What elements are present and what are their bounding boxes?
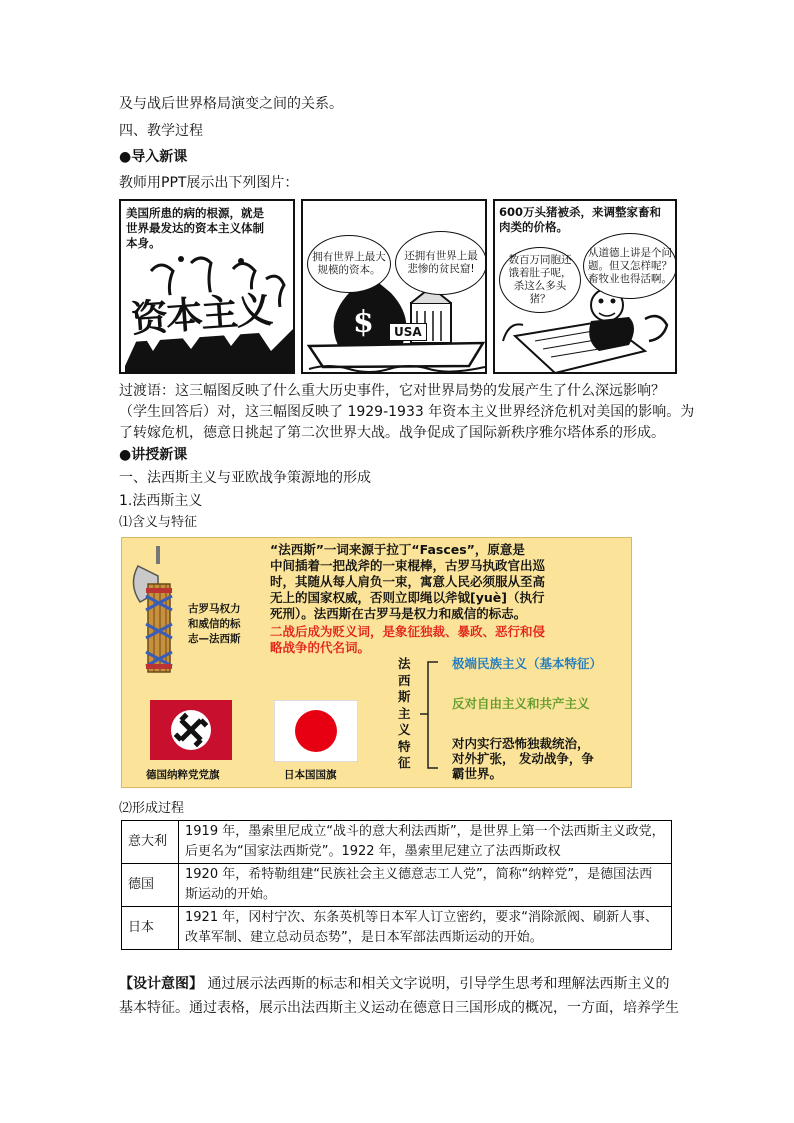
fasces-icon	[126, 544, 196, 674]
cartoon-caption: 600万头猪被杀，来调整家畜和	[499, 205, 662, 219]
vertical-char: 特	[398, 738, 411, 754]
vertical-char: 斯	[398, 689, 411, 704]
vertical-char: 西	[398, 672, 411, 688]
cartoon-caption: 美国所患的病的根源，就是	[126, 206, 264, 220]
transition-text: 了转嫁危机，德意日挑起了第二次世界大战。战争促成了国际新秩序雅尔塔体系的形成。	[119, 425, 665, 441]
cartoon-caption: 肉类的价格。	[499, 220, 568, 234]
feature-item: 对外扩张， 发动战争，争	[452, 751, 594, 766]
subsection-heading: 1.法西斯主义	[119, 493, 203, 509]
section-heading: 四、教学过程	[119, 123, 203, 139]
feature-item: 极端民族主义（基本特征）	[452, 656, 603, 671]
flag-caption: 日本国国旗	[284, 769, 337, 781]
design-intent-text: 基本特征。通过表格，展示出法西斯主义运动在德意日三国形成的概况，一方面，培养学生	[119, 1000, 679, 1016]
subsection-heading: ●讲授新课	[119, 447, 188, 463]
cartoon-panel-usa	[301, 199, 487, 374]
transition-text: （学生回答后）对，这三幅图反映了 1929-1933 年资本主义世界经济危机对美国的影响。为	[119, 404, 695, 420]
design-intent-label: 【设计意图】	[119, 976, 203, 992]
description-cell: 1920 年，希特勒组建“民族社会主义德意志工人党”，简称“纳粹党”，是德国法西斯运动的开始。	[179, 864, 672, 907]
country-cell: 意大利	[122, 821, 179, 864]
fascism-definition: 死刑）。法西斯在古罗马是权力和威信的标志。	[270, 606, 527, 621]
country-cell: 德国	[122, 864, 179, 907]
section-heading: 一、法西斯主义与亚欧战争策源地的形成	[119, 470, 371, 486]
features-brace	[418, 656, 442, 776]
fasces-caption: 和威信的标	[188, 618, 241, 630]
vertical-char: 义	[398, 722, 411, 737]
design-intent-text: 通过展示法西斯的标志和相关文字说明，引导学生思考和理解法西斯主义的	[203, 976, 670, 992]
capitalism-big-text: 资本主义	[128, 288, 275, 342]
speech-bubble: 还拥有世界上最悲惨的贫民窟!	[395, 231, 487, 295]
dollar-sign: $	[353, 305, 374, 340]
intro-text: 教师用PPT展示出下列图片：	[119, 175, 299, 191]
flag-caption: 德国纳粹党党旗	[146, 769, 220, 781]
fascism-definition: 时，其随从每人肩负一束，寓意人民必须服从至高	[270, 574, 546, 589]
design-intent	[119, 974, 669, 994]
fascism-postwar-meaning: 二战后成为贬义词，是象征独裁、暴政、恶行和侵	[270, 624, 546, 639]
vertical-char: 主	[398, 705, 411, 721]
fascism-definition: “法西斯”一词来源于拉丁“Fasces”，原意是	[270, 542, 525, 557]
cartoon-strip	[119, 199, 677, 374]
speech-bubble: 拥有世界上最大规模的资本。	[307, 235, 391, 293]
table-row	[122, 821, 672, 864]
vertical-char: 征	[398, 755, 411, 770]
speech-bubble: 数百万同胞还饿着肚子呢，杀这么多头猪？	[499, 247, 581, 313]
cartoon-panel-capitalism	[119, 199, 295, 374]
description-cell: 1921 年，冈村宁次、东条英机等日本军人订立密约，要求“消除派阀、刷新人事、改革军制、建立总动员态势”，是日本军部法西斯运动的开始。	[179, 907, 672, 950]
description-cell: 1919 年，墨索里尼成立“战斗的意大利法西斯”，是世界上第一个法西斯主义政党，后更名为“国家法西斯党”。1922 年，墨索里尼建立了法西斯政权	[179, 821, 672, 864]
nazi-party-flag	[150, 700, 232, 760]
fascism-definition: 中间插着一把战斧的一束棍棒，古罗马执政官出巡	[270, 558, 546, 573]
fascism-features-label	[398, 656, 414, 772]
fascism-formation-table	[121, 820, 672, 950]
fasces-caption: 古罗马权力	[188, 603, 241, 615]
intro-text: 及与战后世界格局演变之间的关系。	[119, 96, 343, 112]
transition-text: 过渡语：这三幅图反映了什么重大历史事件，它对世界局势的发展产生了什么深远影响？	[119, 383, 665, 399]
fascism-definition: 无上的国家权威，否则立即绳以斧钺[yuè]（执行	[270, 590, 545, 605]
fasces-caption: 志—法西斯	[188, 633, 241, 645]
table-row	[122, 907, 672, 950]
feature-item: 霸世界。	[452, 766, 503, 781]
country-cell: 日本	[122, 907, 179, 950]
subsection-heading: ⑵形成过程	[119, 801, 185, 816]
fascism-postwar-meaning: 略战争的代名词。	[270, 640, 371, 655]
cartoon-caption: 世界最发达的资本主义体制	[126, 221, 264, 235]
feature-item: 对内实行恐怖独裁统治，	[452, 736, 590, 751]
feature-item: 反对自由主义和共产主义	[452, 696, 590, 711]
subsection-heading: ⑴含义与特征	[119, 515, 198, 530]
cartoon-caption: 本身。	[126, 236, 161, 250]
japan-flag	[274, 700, 358, 762]
speech-bubble: 从道德上讲是个问题。但又怎样呢？畜牧业也得活啊。	[583, 233, 677, 299]
subsection-heading: ●导入新课	[119, 149, 188, 165]
usa-label: USA	[389, 323, 427, 341]
cartoon-panel-pigs	[493, 199, 677, 374]
vertical-char: 法	[398, 656, 411, 671]
table-row	[122, 864, 672, 907]
fascism-figure	[121, 537, 632, 788]
